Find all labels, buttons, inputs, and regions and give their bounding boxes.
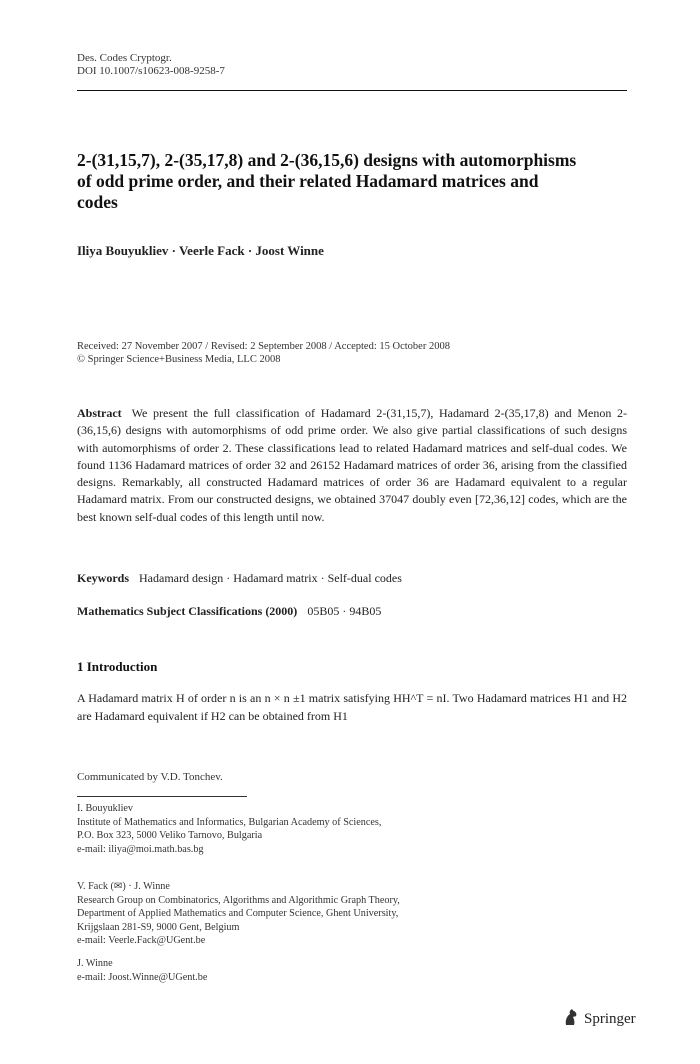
affiliation-line: Research Group on Combinatorics, Algorithms and Algorithmic Graph Theory, [77,894,400,906]
communicated-by: Communicated by V.D. Tonchev. [77,771,223,783]
affiliation-winne [77,957,597,984]
springer-logo [562,1007,636,1031]
affiliation-line: P.O. Box 323, 5000 Veliko Tarnovo, Bulgaria [77,830,263,842]
abstract [77,405,627,526]
affiliation-email: e-mail: iliya@moi.math.bas.bg [77,843,204,855]
affiliation-line: Krijgslaan 281-S9, 9000 Gent, Belgium [77,921,240,933]
keywords-text: Hadamard design · Hadamard matrix · Self-dual codes [139,571,402,585]
publisher-name: Springer [584,1010,636,1027]
section-heading: 1 Introduction [77,659,158,674]
author-list: Iliya Bouyukliev · Veerle Fack · Joost Winne [77,243,324,258]
affiliation-email: e-mail: Veerle.Fack@UGent.be [77,935,206,947]
msc-text: 05B05 · 94B05 [307,604,382,618]
subject-classification [77,604,627,619]
affiliation-fack-winne [77,880,597,948]
affiliation-line: J. Winne [77,958,113,969]
journal-header [77,52,225,78]
header-rule [77,90,627,91]
abstract-label: Abstract [77,406,122,420]
affiliation-line: I. Bouyukliev [77,803,134,814]
intro-paragraph: A Hadamard matrix H of order n is an n × n ±1 matrix satisfying HH^T = nI. Two Hadamard matrices H1 and H2 are Hadamard equivalent if H2 can be obtained from H1 [77,691,627,723]
received-dates: Received: 27 November 2007 / Revised: 2 September 2008 / Accepted: 15 October 2008 [77,341,450,352]
msc-label: Mathematics Subject Classifications (2000) [77,604,298,618]
springer-horse-icon [562,1007,580,1032]
affiliation-email: e-mail: Joost.Winne@UGent.be [77,971,208,983]
doi: DOI 10.1007/s10623-008-9258-7 [77,65,225,77]
journal-name: Des. Codes Cryptogr. [77,52,172,64]
affiliation-line: Department of Applied Mathematics and Computer Science, Ghent University, [77,908,399,920]
affiliation-line: Institute of Mathematics and Informatics, Bulgarian Academy of Sciences, [77,816,382,828]
copyright: © Springer Science+Business Media, LLC 2008 [77,354,281,365]
abstract-text: We present the full classification of Hadamard 2-(31,15,7), Hadamard 2-(35,17,8) and Menon 2-(36,15,6) designs with automorphisms of odd prime order. We also give partial classifications of such designs with automorphisms of order 2. These classifications lead to related Hadamard matrices and self-dual codes. We found 1136 Hadamard matrices of order 32 and 26152 Hadamard matrices of order 36, arising from the classified designs. Remarkably, all constructed Hadamard matrices of order 36 are Hadamard equivalent to a regular Hadamard matrix. From our constructed designs, we obtained 37047 doubly even [72,36,12] codes, which are the best known self-dual codes of this length until now. [77,406,627,524]
keywords-label: Keywords [77,571,129,585]
publication-dates [77,340,627,366]
keywords [77,571,627,586]
footnote-rule [77,796,247,797]
affiliation-line: V. Fack (✉) · J. Winne [77,881,170,892]
paper-title: 2-(31,15,7), 2-(35,17,8) and 2-(36,15,6) designs with automorphisms of odd prime order, and their related Hadamard matrices and codes [77,150,577,212]
affiliation-bouyukliev [77,802,597,856]
